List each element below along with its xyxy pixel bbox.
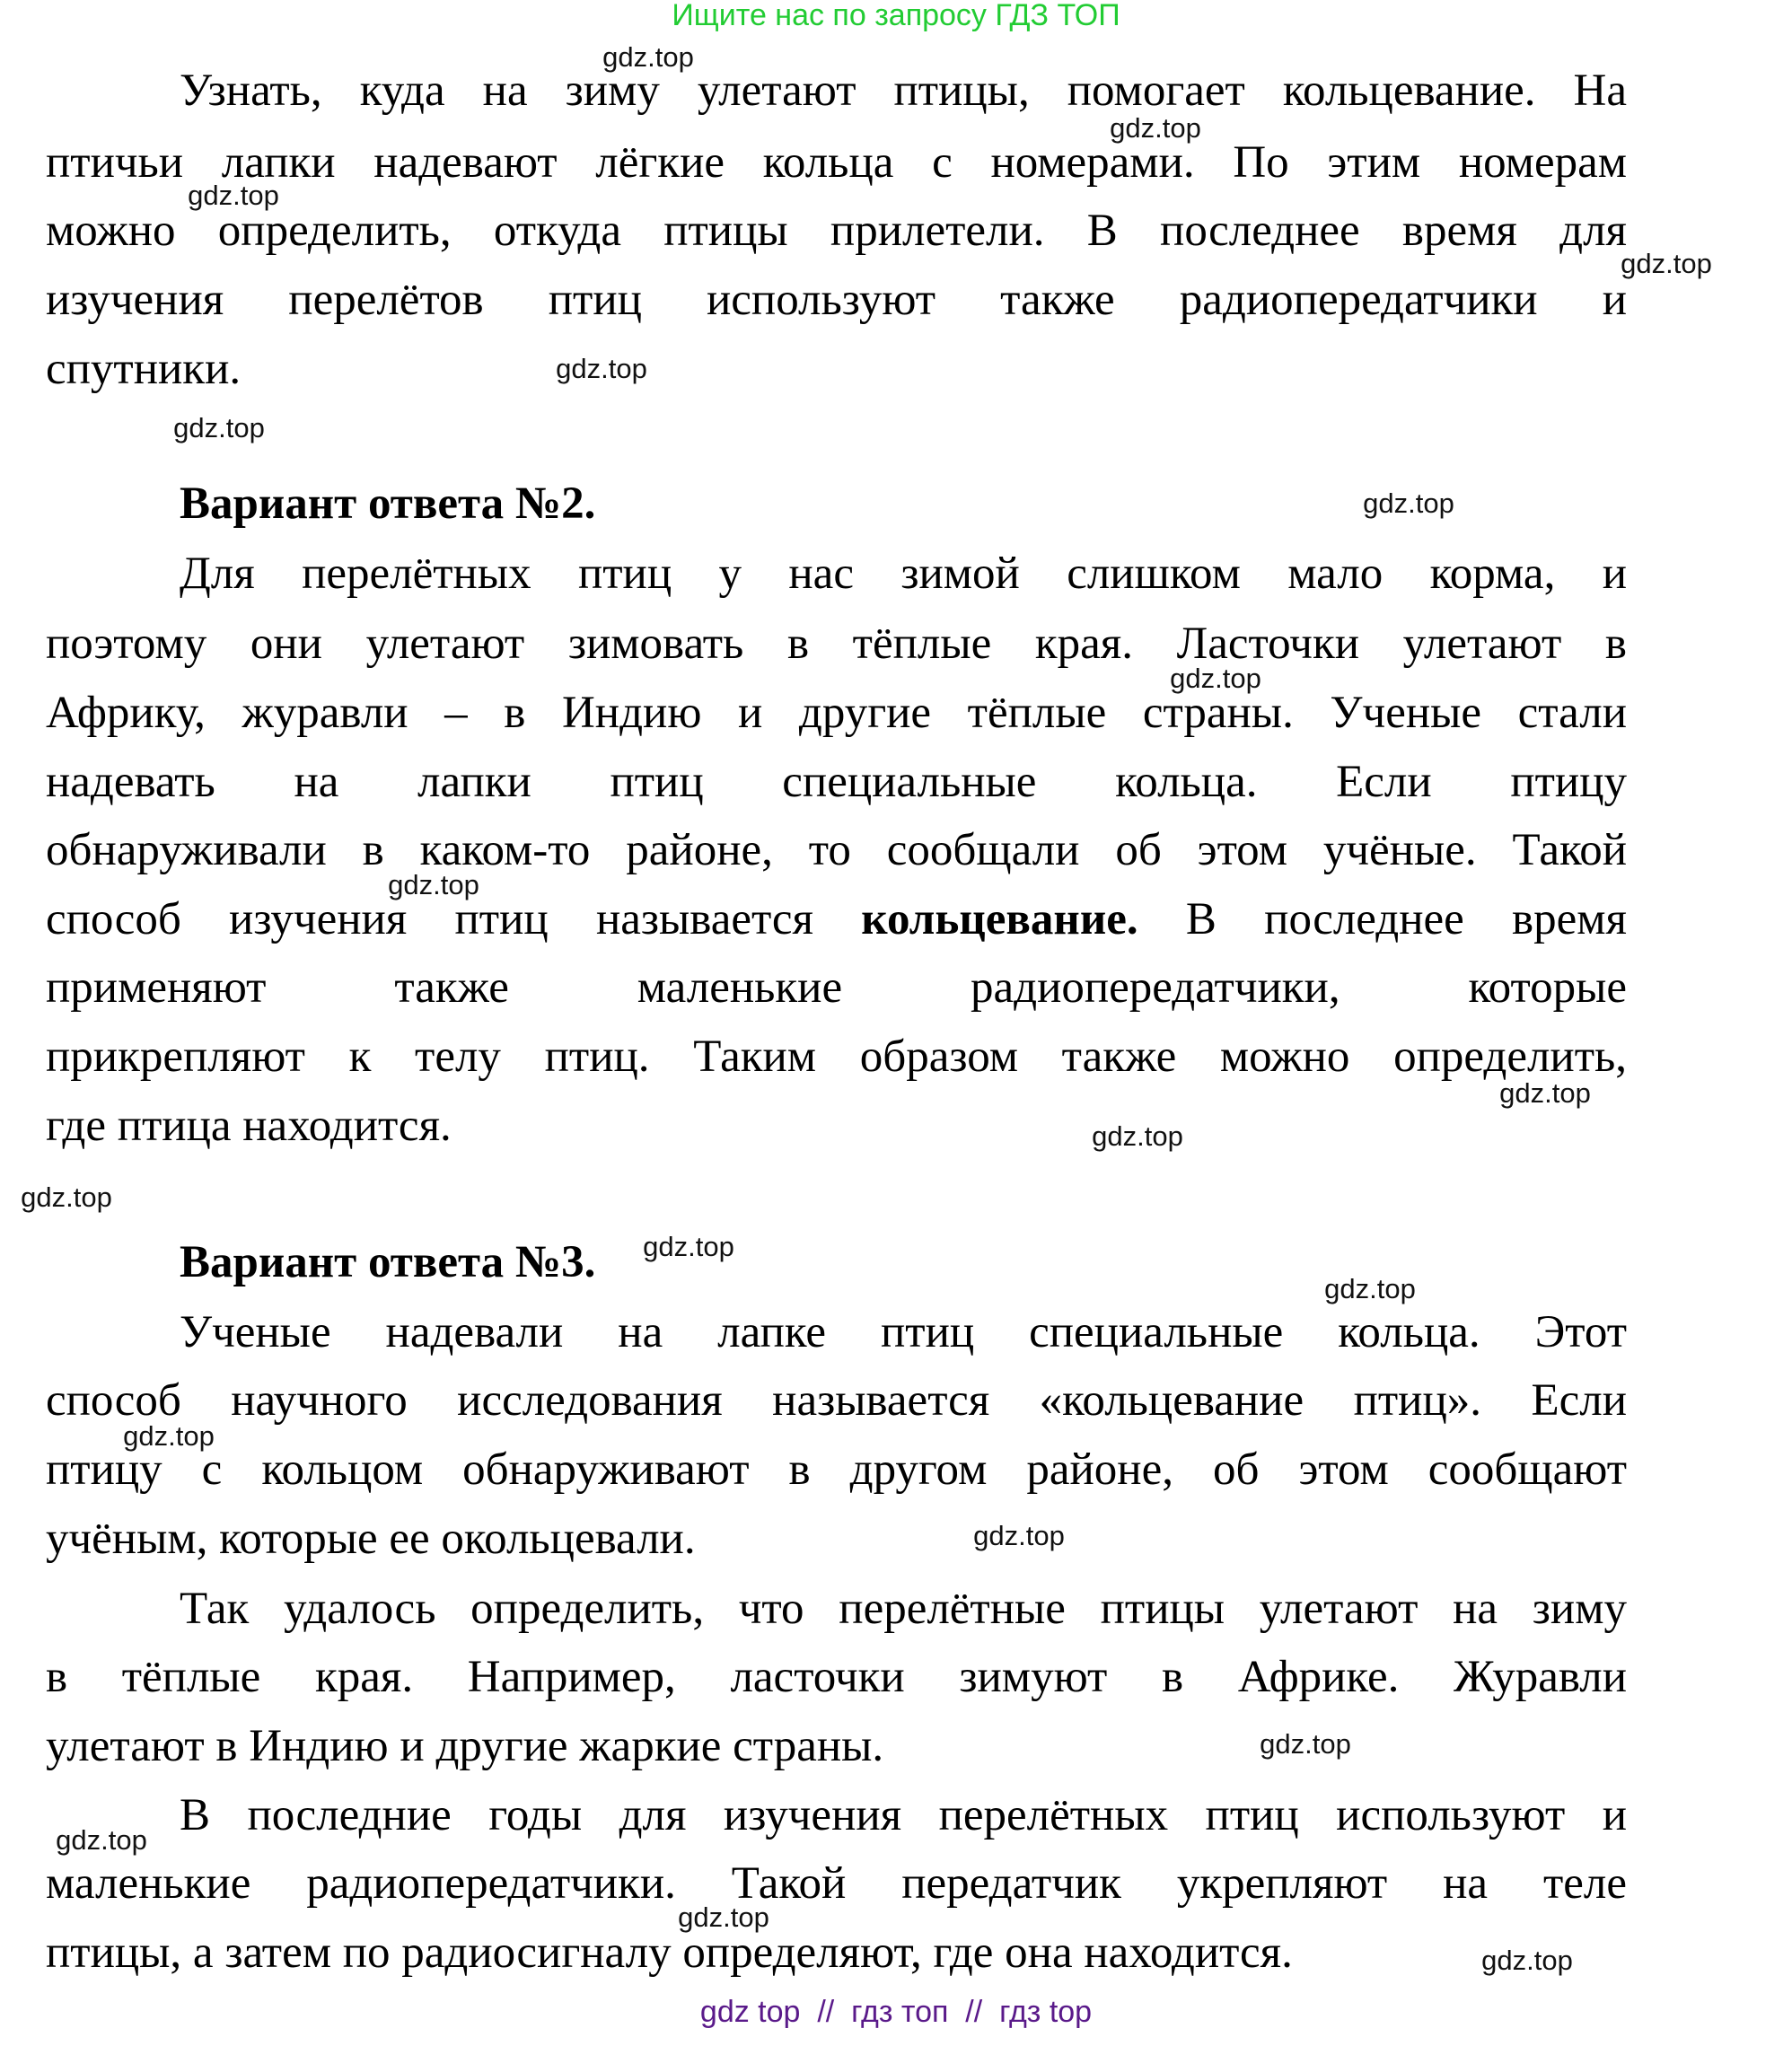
text-line: обнаруживали в каком-то районе, то сообщали об этом учёные. Такой bbox=[46, 825, 1627, 875]
text-line: применяют также маленькие радиопередатчики, которые bbox=[46, 962, 1627, 1013]
footer-banner: gdz top // гдз топ // гдз top bbox=[699, 1995, 1093, 2029]
text-line: птичьи лапки надевают лёгкие кольца с номерами. По этим номерам bbox=[46, 137, 1627, 188]
text-line: где птица находится. bbox=[46, 1101, 452, 1151]
header-banner: Ищите нас по запросу ГДЗ ТОП bbox=[672, 0, 1120, 32]
heading-variant-2: Вариант ответа №2. bbox=[180, 479, 596, 529]
watermark: gdz.top bbox=[1260, 1728, 1351, 1760]
watermark: gdz.top bbox=[188, 180, 279, 211]
text-line: маленькие радиопередатчики. Такой передатчик укрепляют на теле bbox=[46, 1858, 1627, 1909]
watermark: gdz.top bbox=[1324, 1273, 1416, 1304]
text-line: Африку, журавли – в Индию и другие тёплые страны. Ученые стали bbox=[46, 688, 1627, 738]
watermark: gdz.top bbox=[973, 1520, 1065, 1551]
watermark: gdz.top bbox=[1363, 487, 1454, 519]
text-line bbox=[46, 885, 1627, 954]
text-line: спутники. bbox=[46, 344, 242, 394]
watermark: gdz.top bbox=[1092, 1120, 1183, 1152]
watermark: gdz.top bbox=[1170, 663, 1261, 694]
text-line: можно определить, откуда птицы прилетели. В последнее время для bbox=[46, 206, 1627, 256]
watermark: gdz.top bbox=[1621, 248, 1712, 279]
watermark: gdz.top bbox=[21, 1181, 112, 1213]
watermark: gdz.top bbox=[123, 1420, 215, 1452]
text-line: Ученые надевали на лапке птиц специальные кольца. Этот bbox=[180, 1307, 1627, 1357]
text-line: Узнать, куда на зиму улетают птицы, помогает кольцевание. На bbox=[180, 66, 1627, 116]
text-line: в тёплые края. Например, ласточки зимуют в Африке. Журавли bbox=[46, 1652, 1627, 1702]
watermark: gdz.top bbox=[556, 353, 647, 384]
text-line: надевать на лапки птиц специальные кольца. Если птицу bbox=[46, 757, 1627, 807]
watermark: gdz.top bbox=[1110, 112, 1201, 144]
text-line: прикрепляют к телу птиц. Таким образом также можно определить, bbox=[46, 1032, 1627, 1082]
bold-term: кольцевание. bbox=[861, 894, 1138, 944]
watermark: gdz.top bbox=[388, 869, 479, 900]
text-line: птицу с кольцом обнаруживают в другом районе, об этом сообщают bbox=[46, 1444, 1627, 1495]
text-line: способ научного исследования называется «кольцевание птиц». Если bbox=[46, 1375, 1627, 1426]
text-line: улетают в Индию и другие жаркие страны. bbox=[46, 1721, 884, 1771]
watermark: gdz.top bbox=[678, 1901, 769, 1933]
watermark: gdz.top bbox=[1499, 1077, 1591, 1109]
heading-variant-3: Вариант ответа №3. bbox=[180, 1237, 596, 1287]
watermark: gdz.top bbox=[56, 1824, 147, 1856]
watermark: gdz.top bbox=[643, 1231, 734, 1262]
text-line: птицы, а затем по радиосигналу определяют, где она находится. bbox=[46, 1927, 1293, 1978]
watermark: gdz.top bbox=[602, 41, 694, 73]
text-segment: способ изучения птиц называется bbox=[46, 894, 862, 944]
text-line: учёным, которые ее окольцевали. bbox=[46, 1514, 696, 1564]
watermark: gdz.top bbox=[173, 412, 265, 443]
text-line: изучения перелётов птиц используют также радиопередатчики и bbox=[46, 275, 1627, 325]
text-line: Для перелётных птиц у нас зимой слишком мало корма, и bbox=[180, 549, 1627, 599]
watermark: gdz.top bbox=[1481, 1945, 1573, 1976]
text-segment: В последнее время bbox=[1138, 894, 1627, 944]
text-line: В последние годы для изучения перелётных птиц используют и bbox=[180, 1790, 1627, 1840]
text-line: Так удалось определить, что перелётные птицы улетают на зиму bbox=[180, 1584, 1627, 1634]
text-line: поэтому они улетают зимовать в тёплые края. Ласточки улетают в bbox=[46, 619, 1627, 669]
